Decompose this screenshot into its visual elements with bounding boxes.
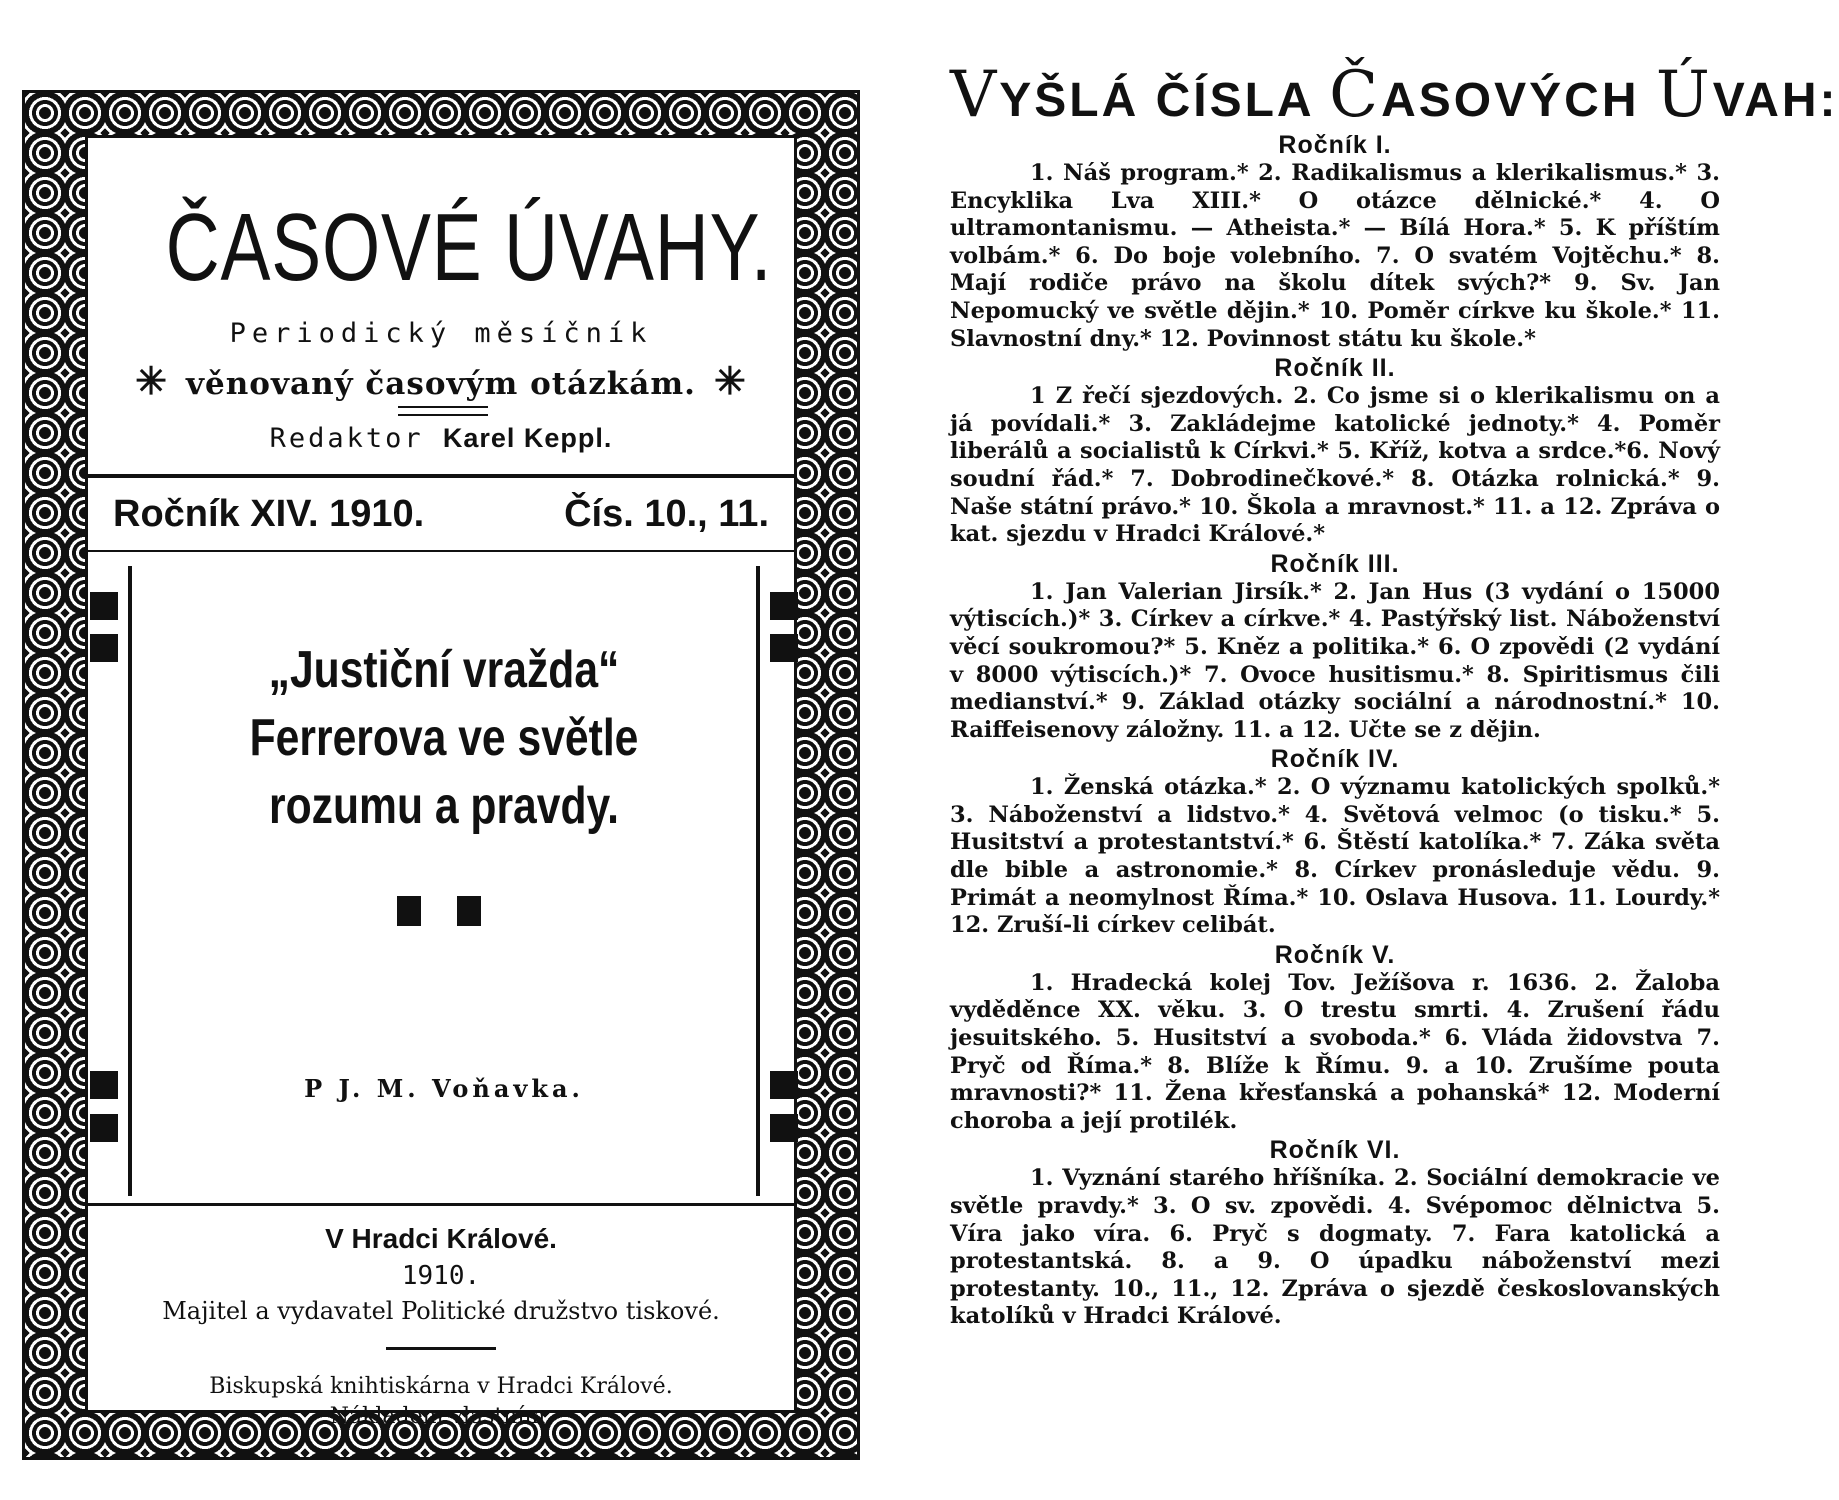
volume-heading: Ročník V. [1274,940,1396,969]
volume-contents: 1. Jan Valerian Jirsík.* 2. Jan Hus (3 vydání o 15000 výtiscích.)* 3. Církev a církve.* 4. Pastýřský list. Náboženství věcí soukromou?* 5. Kněz a politika.* 6. O zpovědi (2 vydání v 8000 výtiscích.)* 7. Ovoce husitismu.* 8. Spiritismus čili medianství.* 9. Základ otázky sociální a národnostní.* 10. Raiffeisenovy záložny. 11. a 12. Učte se z dějin. [950,578,1720,743]
title-part: YŠLÁ ČÍSLA [999,74,1313,127]
cover-tagline [88,358,794,403]
rule-bottom [88,550,794,552]
editor-name: Karel Keppl. [442,423,613,453]
printer-line: Nákladem vlastním. [329,1404,553,1429]
volume-heading: Ročník VI. [1269,1136,1401,1165]
square-ornament [90,592,118,620]
star-ornament-icon: ✳ [135,358,169,403]
cover-title: ČASOVÉ ÚVAHY. [165,194,773,301]
double-rule-divider [398,406,488,416]
volume-heading: Ročník III. [1270,549,1400,578]
publisher-line: Majitel a vydavatel Politické družstvo tiskové. [162,1297,720,1325]
title-initial: V [950,58,1000,132]
square-ornament [90,634,118,662]
publication-place: V Hradci Králové. [325,1223,557,1254]
volume-year: Ročník XIV. 1910. [113,493,425,535]
square-ornament [770,1071,798,1099]
headline-line: „Justiční vražda“ [268,641,620,699]
volume-contents: 1. Náš program.* 2. Radikalismus a klerikalismus.* 3. Encyklika Lva XIII.* O otázce dělnické.* 4. O ultramontanismu. — Atheista.* — Bílá Hora.* 5. K příštím volbám.* 6. Do boje volebního. 7. O svatém Vojtěchu.* 8. Mají rodiče právo na školu dítek svých?* 9. Sv. Jan Nepomucký ve světle dějin.* 10. Poměr církve ku škole.* 11. Slavnostní dny.* 12. Povinnost státu ku škole.* [950,160,1720,352]
square-ornament [397,896,421,926]
headline-box [128,566,760,1196]
cover-footer [88,1223,794,1432]
star-ornament-icon: ✳ [713,358,747,403]
cover-subtitle: Periodický měsíčník [229,318,653,349]
cover-ornamental-frame [22,90,860,1460]
square-ornament [770,592,798,620]
square-ornament [770,634,798,662]
tagline-text: věnovaný časovým otázkám. [186,366,696,402]
editor-label: Redaktor [269,423,424,454]
cover-page [85,135,797,1429]
volume-contents: 1 Z řečí sjezdových. 2. Co jsme si o klerikalismu on a já povídali.* 3. Zakládejme katolické jednoty.* 4. Poměr liberálů a socialistů k Církvi.* 5. Kříž, kotva a srdce.*6. Nový soudní řád.* 7. Dobrodinečkové.* 8. Otázka rolnická.* 9. Naše státní právo.* 10. Škola a mravnost.* 11. a 12. Zpráva o kat. sjezdu v Hradci Králové.* [950,383,1720,548]
cover-headline [188,636,700,840]
volume-list [950,130,1720,1331]
title-initial: Ú [1655,58,1713,132]
rule-top [88,474,794,478]
volume-heading: Ročník I. [1278,131,1392,159]
volume-contents: 1. Hradecká kolej Tov. Ježíšova r. 1636. 2. Žaloba vyděděnce XX. věku. 3. O trestu smrti. 4. Zrušení řádu jesuitského. 5. Husitství a svoboda.* 6. Vláda židovstva 7. Pryč od Říma.* 8. Blíže k Římu. 9. a 10. Zrušíme pouta mravnosti?* 11. Žena křesťanská a pohanská* 12. Moderní choroba a její protilék. [950,969,1720,1134]
title-part: ASOVÝCH [1381,74,1640,127]
issue-row [113,493,769,543]
rule-footer [88,1203,794,1206]
issue-number: Čís. 10., 11. [564,493,769,535]
title-initial: Č [1329,58,1382,132]
volume-heading: Ročník II. [1274,354,1396,383]
editor-line [88,423,794,454]
square-ornament [90,1114,118,1142]
list-title [950,58,1839,132]
square-ornament [770,1114,798,1142]
headline-line: Ferrerova ve světle [249,709,639,767]
volume-heading: Ročník IV. [1270,745,1400,774]
title-part: VAH: [1712,74,1839,127]
volume-contents: 1. Ženská otázka.* 2. O významu katolických spolků.* 3. Náboženství a lidstvo.* 4. Světová velmoc (o tisku.* 5. Husitství a protestantství.* 6. Štěstí katolíka.* 7. Záka světa dle bible a astronomie.* 8. Církev pronásleduje vědu. 9. Primát a neomylnost Říma.* 10. Oslava Husova. 11. Lourdy.* 12. Zruší-li církev celibát. [950,774,1720,939]
cover-author: P J. M. Voňavka. [304,1074,584,1103]
square-ornament [90,1071,118,1099]
publication-year: 1910. [401,1261,481,1291]
square-ornament [457,896,481,926]
headline-line: rozumu a pravdy. [269,777,619,835]
printer-line: Biskupská knihtiskárna v Hradci Králové. [209,1374,673,1399]
footer-divider [386,1347,496,1350]
volume-contents: 1. Vyznání starého hříšníka. 2. Sociální demokracie ve světle pravdy.* 3. O sv. zpovědi. 4. Svépomoc dělnictva 5. Víra jako víra. 6. Pryč s dogmaty. 7. Fara katolická a protestantská. 8. a 9. O úpadku náboženství mezi protestanty. 10., 11., 12. Zpráva o sjezdě českoslovanských katolíků v Hradci Králové. [950,1165,1720,1330]
